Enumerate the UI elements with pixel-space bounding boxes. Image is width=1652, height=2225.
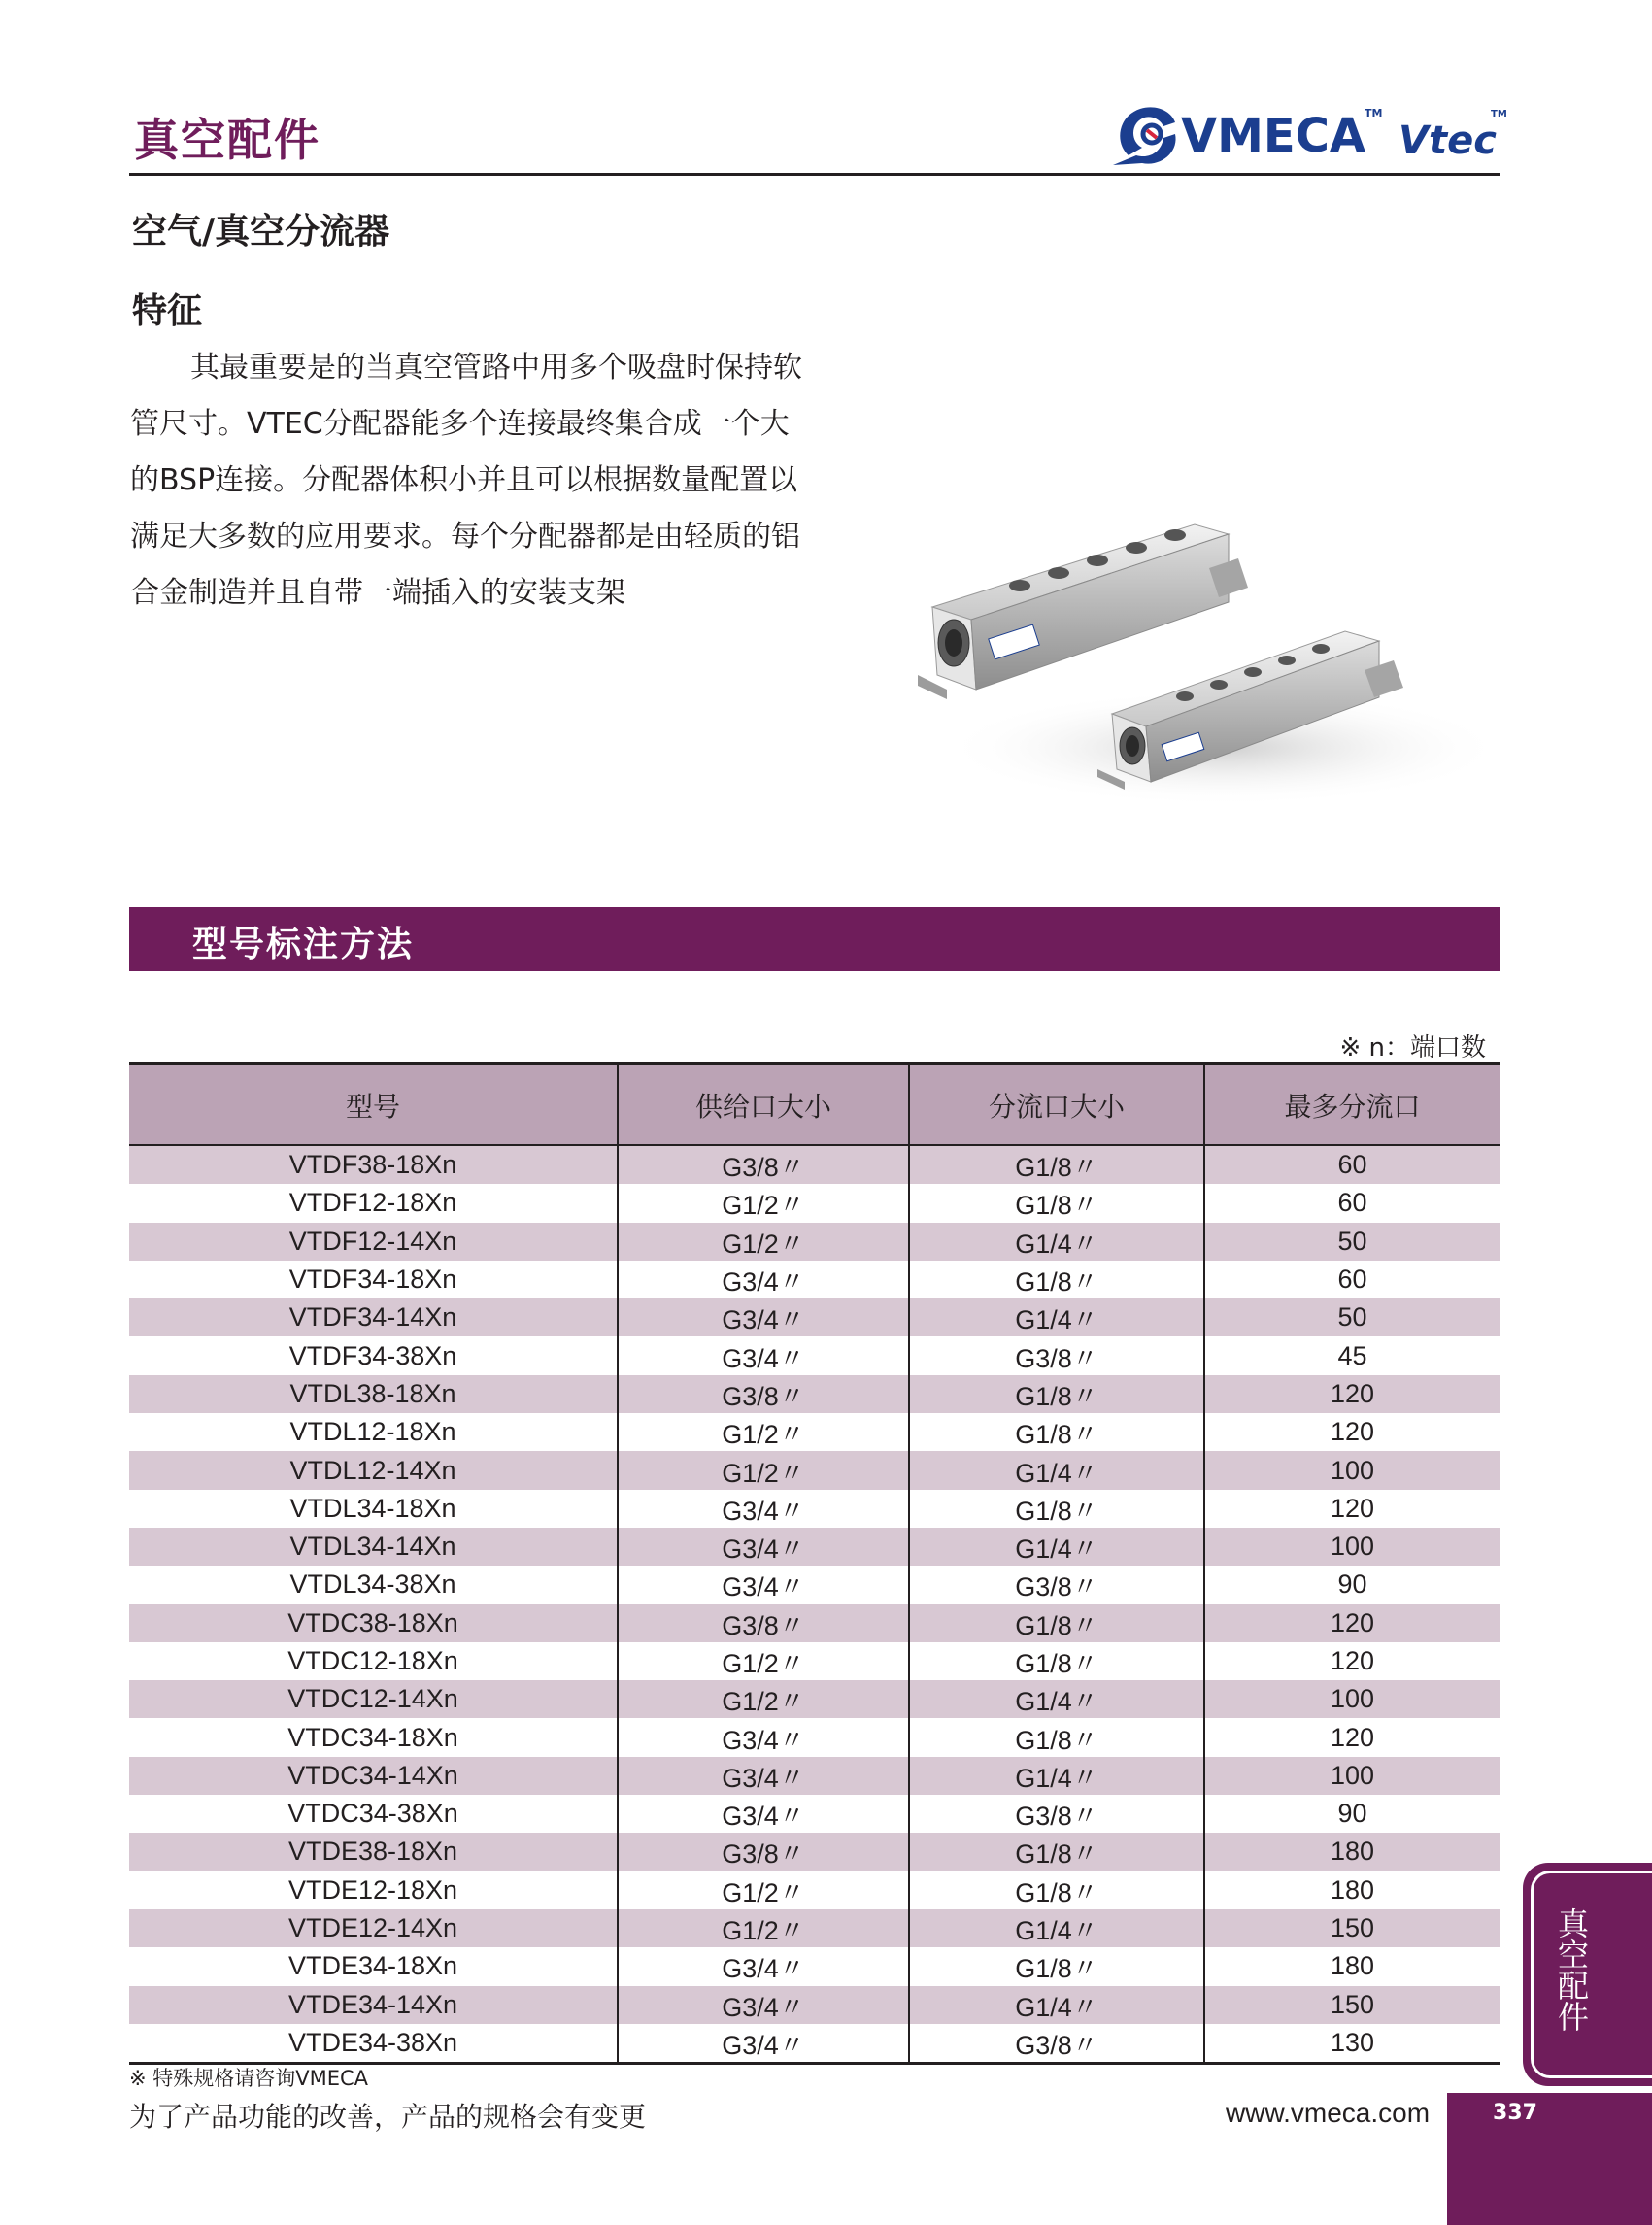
table-body <box>129 1145 1500 2064</box>
table-row <box>129 2024 1500 2064</box>
column-header-supply-port: 供给口大小 <box>618 1064 909 1146</box>
manifold-product-image <box>903 456 1505 845</box>
swirl-icon <box>1113 107 1176 165</box>
cell-max-ports: 150 <box>1204 1909 1500 1947</box>
cell-max-ports: 45 <box>1204 1336 1500 1374</box>
cell-branch-port: G3/8〃 <box>909 1795 1204 1833</box>
cell-max-ports: 100 <box>1204 1680 1500 1718</box>
cell-supply-port: G3/4〃 <box>618 1528 909 1566</box>
cell-max-ports: 120 <box>1204 1604 1500 1642</box>
table-row <box>129 1871 1500 1909</box>
cell-supply-port: G3/4〃 <box>618 1298 909 1336</box>
manifold-large <box>918 524 1248 699</box>
table-row <box>129 1413 1500 1451</box>
cell-branch-port: G1/8〃 <box>909 1375 1204 1413</box>
cell-model: VTDE34-18Xn <box>129 1947 618 1985</box>
cell-model: VTDL38-18Xn <box>129 1375 618 1413</box>
cell-model: VTDF38-18Xn <box>129 1145 618 1184</box>
table-row <box>129 1528 1500 1566</box>
column-header-max-ports: 最多分流口 <box>1204 1064 1500 1146</box>
cell-branch-port: G3/8〃 <box>909 2024 1204 2064</box>
footer-note-special: ※ 特殊规格请咨询VMECA <box>129 2067 369 2090</box>
cell-branch-port: G1/4〃 <box>909 1528 1204 1566</box>
cell-max-ports: 50 <box>1204 1223 1500 1261</box>
cell-max-ports: 100 <box>1204 1451 1500 1489</box>
cell-model: VTDF12-18Xn <box>129 1184 618 1222</box>
cell-model: VTDC38-18Xn <box>129 1604 618 1642</box>
cell-max-ports: 100 <box>1204 1757 1500 1795</box>
table-row <box>129 1604 1500 1642</box>
cell-branch-port: G1/4〃 <box>909 1986 1204 2024</box>
section-title: 空气/真空分流器 <box>132 212 390 252</box>
table-row <box>129 1298 1500 1336</box>
cell-branch-port: G1/8〃 <box>909 1413 1204 1451</box>
cell-supply-port: G3/8〃 <box>618 1145 909 1184</box>
cell-max-ports: 120 <box>1204 1642 1500 1680</box>
table-row <box>129 1947 1500 1985</box>
page-number: 337 <box>1493 2101 1537 2125</box>
cell-supply-port: G3/4〃 <box>618 1986 909 2024</box>
table-header-row <box>129 1064 1500 1146</box>
cell-branch-port: G3/8〃 <box>909 1336 1204 1374</box>
cell-supply-port: G3/4〃 <box>618 1336 909 1374</box>
features-paragraph: 其最重要是的当真空管路中用多个吸盘时保持软管尺寸。VTEC分配器能多个连接最终集合成一个大的BSP连接。分配器体积小并且可以根据数量配置以满足大多数的应用要求。每个分配器都是由轻质的铝合金制造并且自带一端插入的安装支架 <box>130 351 802 610</box>
cell-max-ports: 60 <box>1204 1261 1500 1298</box>
cell-supply-port: G3/8〃 <box>618 1604 909 1642</box>
cell-branch-port: G1/8〃 <box>909 1184 1204 1222</box>
cell-supply-port: G3/4〃 <box>618 1947 909 1985</box>
cell-supply-port: G3/4〃 <box>618 2024 909 2064</box>
cell-branch-port: G1/8〃 <box>909 1604 1204 1642</box>
cell-supply-port: G3/4〃 <box>618 1757 909 1795</box>
cell-model: VTDL34-18Xn <box>129 1490 618 1528</box>
cell-supply-port: G3/8〃 <box>618 1833 909 1871</box>
cell-model: VTDL12-14Xn <box>129 1451 618 1489</box>
table-row <box>129 1833 1500 1871</box>
cell-supply-port: G3/4〃 <box>618 1795 909 1833</box>
header-rule <box>129 173 1500 176</box>
cell-model: VTDL12-18Xn <box>129 1413 618 1451</box>
cell-branch-port: G1/4〃 <box>909 1223 1204 1261</box>
side-tab-label: 真空配件 <box>1553 1907 1590 2032</box>
model-spec-table <box>129 1062 1500 2065</box>
cell-max-ports: 120 <box>1204 1413 1500 1451</box>
cell-branch-port: G1/4〃 <box>909 1680 1204 1718</box>
column-header-branch-port: 分流口大小 <box>909 1064 1204 1146</box>
cell-supply-port: G1/2〃 <box>618 1642 909 1680</box>
table-note: ※ n：端口数 <box>1339 1033 1486 1062</box>
table-row <box>129 1184 1500 1222</box>
cell-branch-port: G1/4〃 <box>909 1298 1204 1336</box>
cell-model: VTDC12-14Xn <box>129 1680 618 1718</box>
table-row <box>129 1909 1500 1947</box>
website-link[interactable]: www.vmeca.com <box>1226 2098 1431 2128</box>
cell-model: VTDF34-14Xn <box>129 1298 618 1336</box>
cell-model: VTDF34-38Xn <box>129 1336 618 1374</box>
features-text <box>130 340 810 622</box>
cell-branch-port: G1/4〃 <box>909 1757 1204 1795</box>
cell-model: VTDE38-18Xn <box>129 1833 618 1871</box>
cell-branch-port: G1/8〃 <box>909 1718 1204 1756</box>
cell-branch-port: G1/8〃 <box>909 1833 1204 1871</box>
cell-supply-port: G3/4〃 <box>618 1261 909 1298</box>
cell-branch-port: G1/8〃 <box>909 1642 1204 1680</box>
cell-model: VTDE12-18Xn <box>129 1871 618 1909</box>
cell-branch-port: G1/8〃 <box>909 1490 1204 1528</box>
cell-max-ports: 120 <box>1204 1490 1500 1528</box>
table-row <box>129 1223 1500 1261</box>
svg-text:TM: TM <box>1365 107 1383 119</box>
cell-max-ports: 180 <box>1204 1833 1500 1871</box>
cell-max-ports: 90 <box>1204 1566 1500 1603</box>
table-row <box>129 1642 1500 1680</box>
cell-model: VTDC34-38Xn <box>129 1795 618 1833</box>
cell-max-ports: 60 <box>1204 1184 1500 1222</box>
cell-branch-port: G1/8〃 <box>909 1871 1204 1909</box>
table-row <box>129 1261 1500 1298</box>
table-row <box>129 1336 1500 1374</box>
table-row <box>129 1718 1500 1756</box>
banner-title: 型号标注方法 <box>192 925 415 964</box>
cell-branch-port: G3/8〃 <box>909 1566 1204 1603</box>
cell-max-ports: 50 <box>1204 1298 1500 1336</box>
cell-supply-port: G1/2〃 <box>618 1223 909 1261</box>
cell-max-ports: 120 <box>1204 1718 1500 1756</box>
cell-branch-port: G1/8〃 <box>909 1947 1204 1985</box>
cell-model: VTDC34-18Xn <box>129 1718 618 1756</box>
cell-supply-port: G1/2〃 <box>618 1451 909 1489</box>
table-row <box>129 1145 1500 1184</box>
page-title: 真空配件 <box>134 114 320 166</box>
cell-max-ports: 100 <box>1204 1528 1500 1566</box>
cell-branch-port: G1/4〃 <box>909 1451 1204 1489</box>
cell-max-ports: 90 <box>1204 1795 1500 1833</box>
cell-supply-port: G3/4〃 <box>618 1718 909 1756</box>
cell-max-ports: 180 <box>1204 1947 1500 1985</box>
table-row <box>129 1986 1500 2024</box>
cell-branch-port: G1/4〃 <box>909 1909 1204 1947</box>
table-row <box>129 1680 1500 1718</box>
cell-model: VTDC34-14Xn <box>129 1757 618 1795</box>
cell-model: VTDE12-14Xn <box>129 1909 618 1947</box>
cell-supply-port: G3/8〃 <box>618 1375 909 1413</box>
cell-model: VTDE34-38Xn <box>129 2024 618 2064</box>
cell-supply-port: G1/2〃 <box>618 1184 909 1222</box>
svg-text:VMECA: VMECA <box>1181 109 1366 163</box>
cell-model: VTDL34-14Xn <box>129 1528 618 1566</box>
cell-model: VTDE34-14Xn <box>129 1986 618 2024</box>
svg-text:Vtec: Vtec <box>1399 118 1497 163</box>
cell-supply-port: G1/2〃 <box>618 1909 909 1947</box>
svg-text:TM: TM <box>1491 109 1507 119</box>
cell-supply-port: G1/2〃 <box>618 1680 909 1718</box>
cell-branch-port: G1/8〃 <box>909 1261 1204 1298</box>
cell-max-ports: 60 <box>1204 1145 1500 1184</box>
side-chapter-tab[interactable] <box>1523 1863 1652 2086</box>
cell-supply-port: G1/2〃 <box>618 1413 909 1451</box>
vmeca-logo <box>1107 95 1505 173</box>
cell-max-ports: 150 <box>1204 1986 1500 2024</box>
cell-branch-port: G1/8〃 <box>909 1145 1204 1184</box>
table-row <box>129 1490 1500 1528</box>
footer-note-disclaimer: 为了产品功能的改善，产品的规格会有变更 <box>129 2101 647 2133</box>
cell-max-ports: 180 <box>1204 1871 1500 1909</box>
cell-max-ports: 130 <box>1204 2024 1500 2064</box>
cell-max-ports: 120 <box>1204 1375 1500 1413</box>
column-header-model: 型号 <box>129 1064 618 1146</box>
features-heading: 特征 <box>132 291 203 331</box>
cell-model: VTDL34-38Xn <box>129 1566 618 1603</box>
cell-supply-port: G1/2〃 <box>618 1871 909 1909</box>
cell-supply-port: G3/4〃 <box>618 1566 909 1603</box>
cell-model: VTDF34-18Xn <box>129 1261 618 1298</box>
cell-supply-port: G3/4〃 <box>618 1490 909 1528</box>
cell-model: VTDF12-14Xn <box>129 1223 618 1261</box>
table-row <box>129 1451 1500 1489</box>
table-row <box>129 1375 1500 1413</box>
table-row <box>129 1795 1500 1833</box>
table-row <box>129 1566 1500 1603</box>
table-row <box>129 1757 1500 1795</box>
cell-model: VTDC12-18Xn <box>129 1642 618 1680</box>
